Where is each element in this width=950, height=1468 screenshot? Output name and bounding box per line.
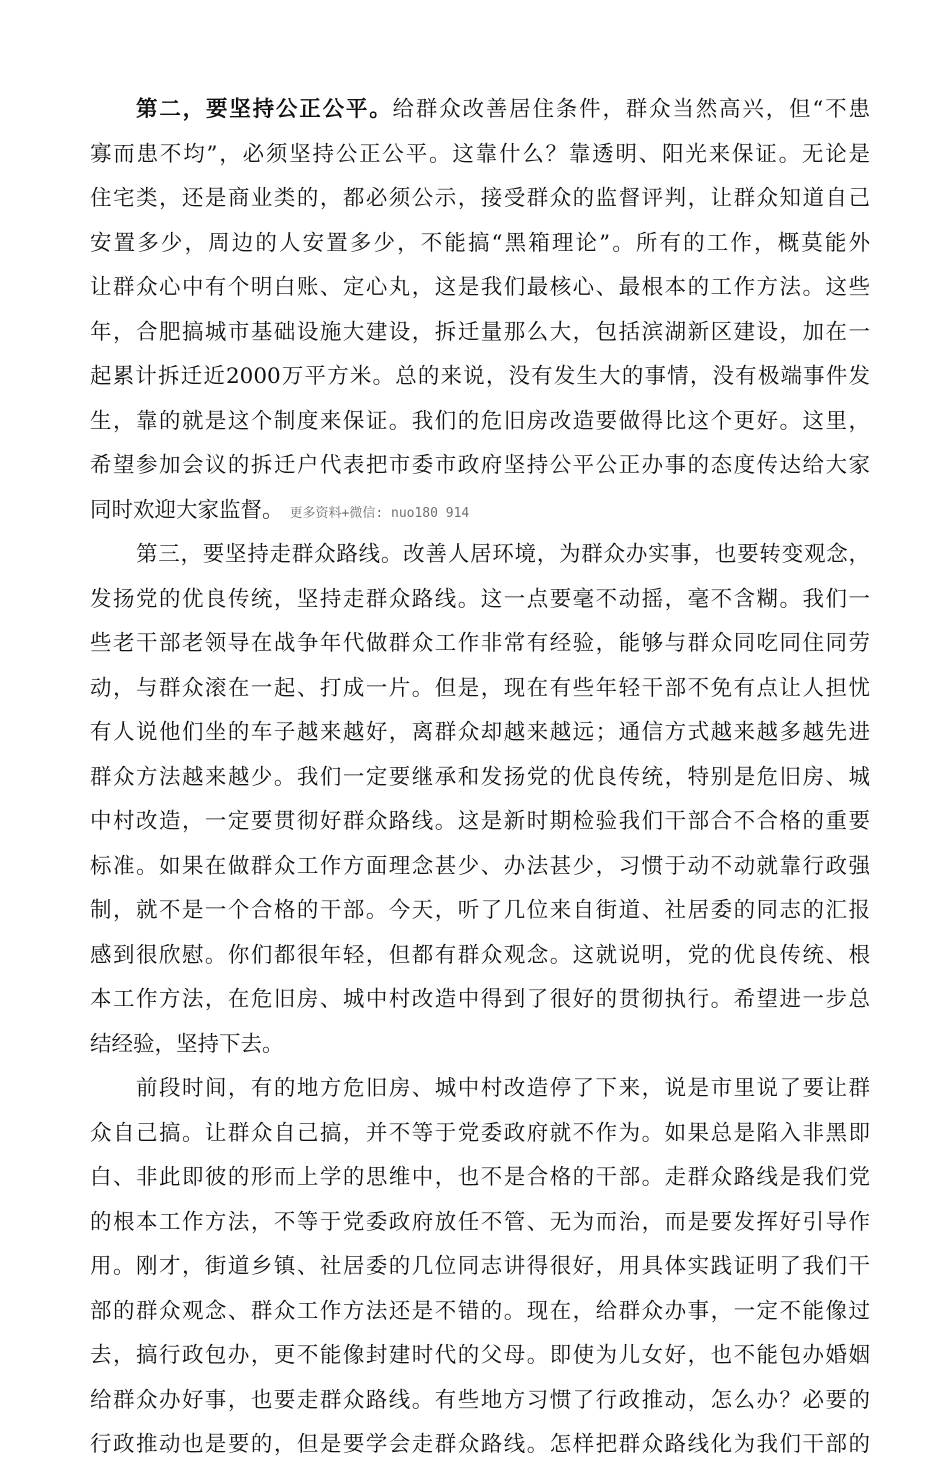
text-line: 部的群众观念、群众工作方法还是不错的。现在，给群众办事，一定不能像过 — [90, 1298, 870, 1324]
text-line: 发扬党的优良传统，坚持走群众路线。这一点要毫不动摇，毫不含糊。我们一 — [90, 586, 870, 612]
text-line: 去，搞行政包办，更不能像封建时代的父母。即使为儿女好，也不能包办婚姻 — [90, 1343, 870, 1368]
text-line: 制，就不是一个合格的干部。今天，听了几位来自街道、社居委的同志的汇报 — [90, 898, 870, 923]
text-line: 行政推动也是要的，但是要学会走群众路线。怎样把群众路线化为我们干部的 — [90, 1432, 870, 1457]
text-line: 本工作方法，在危旧房、城中村改造中得到了很好的贯彻执行。希望进一步总 — [90, 987, 870, 1012]
text-line: 白、非此即彼的形而上学的思维中，也不是合格的干部。走群众路线是我们党 — [90, 1165, 870, 1190]
text-line: 安置多少，周边的人安置多少，不能搞“黑箱理论”。所有的工作，概莫能外 — [90, 230, 870, 256]
text-line: 感到很欣慰。你们都很年轻，但都有群众观念。这就说明，党的优良传统、根 — [90, 942, 870, 968]
text-line: 给群众办好事，也要走群众路线。有些地方习惯了行政推动，怎么办？必要的 — [90, 1387, 870, 1413]
text-line: 年，合肥搞城市基础设施大建设，拆迁量那么大，包括滨湖新区建设，加在一 — [90, 319, 870, 345]
text-line: 些老干部老领导在战争年代做群众工作非常有经验，能够与群众同吃同住同劳 — [90, 631, 870, 656]
section-heading: 第二，要坚持公正公平。 — [136, 97, 393, 122]
text-line: 有人说他们坐的车子越来越好，离群众却越来越远；通信方式越来越多越先进 — [90, 720, 870, 745]
text-line: 生，靠的就是这个制度来保证。我们的危旧房改造要做得比这个更好。这里， — [90, 408, 870, 434]
text-line-content: 同时欢迎大家监督。 — [90, 497, 284, 523]
text-line — [90, 489, 870, 534]
text-line: 中村改造，一定要贯彻好群众路线。这是新时期检验我们干部合不合格的重要 — [90, 809, 870, 834]
text-line — [90, 88, 870, 133]
text-line-content: 给群众改善居住条件，群众当然高兴，但“不患 — [392, 97, 870, 122]
text-line: 结经验，坚持下去。 — [90, 1031, 284, 1057]
text-line: 用。刚才，街道乡镇、社居委的几位同志讲得很好，用具体实践证明了我们干 — [90, 1254, 870, 1279]
text-line: 众自己搞。让群众自己搞，并不等于党委政府就不作为。如果总是陷入非黑即 — [90, 1120, 870, 1146]
text-line: 让群众心中有个明白账、定心丸，这是我们最核心、最根本的工作方法。这些 — [90, 275, 870, 300]
text-line: 群众方法越来越少。我们一定要继承和发扬党的优良传统，特别是危旧房、城 — [90, 764, 870, 790]
text-line: 住宅类，还是商业类的，都必须公示，接受群众的监督评判，让群众知道自己 — [90, 186, 870, 211]
text-line: 寡而患不均”，必须坚持公正公平。这靠什么？靠透明、阳光来保证。无论是 — [90, 141, 870, 167]
text-line: 前段时间，有的地方危旧房、城中村改造停了下来，说是市里说了要让群 — [136, 1076, 870, 1101]
text-line: 起累计拆迁近2000万平方米。总的来说，没有发生大的事情，没有极端事件发 — [90, 364, 870, 389]
text-line: 动，与群众滚在一起、打成一片。但是，现在有些年轻干部不免有点让人担忧 — [90, 675, 870, 701]
text-line: 的根本工作方法，不等于党委政府放任不管、无为而治，而是要发挥好引导作 — [90, 1209, 870, 1235]
text-line: 标准。如果在做群众工作方面理念甚少、办法甚少，习惯于动不动就靠行政强 — [90, 853, 870, 879]
text-line: 第三，要坚持走群众路线。改善人居环境，为群众办实事，也要转变观念， — [136, 542, 870, 567]
text-line: 希望参加会议的拆迁户代表把市委市政府坚持公平公正办事的态度传达给大家 — [90, 453, 870, 478]
document-body — [90, 88, 870, 1468]
watermark-note: 更多资料+微信: nuo180 914 — [289, 505, 470, 521]
